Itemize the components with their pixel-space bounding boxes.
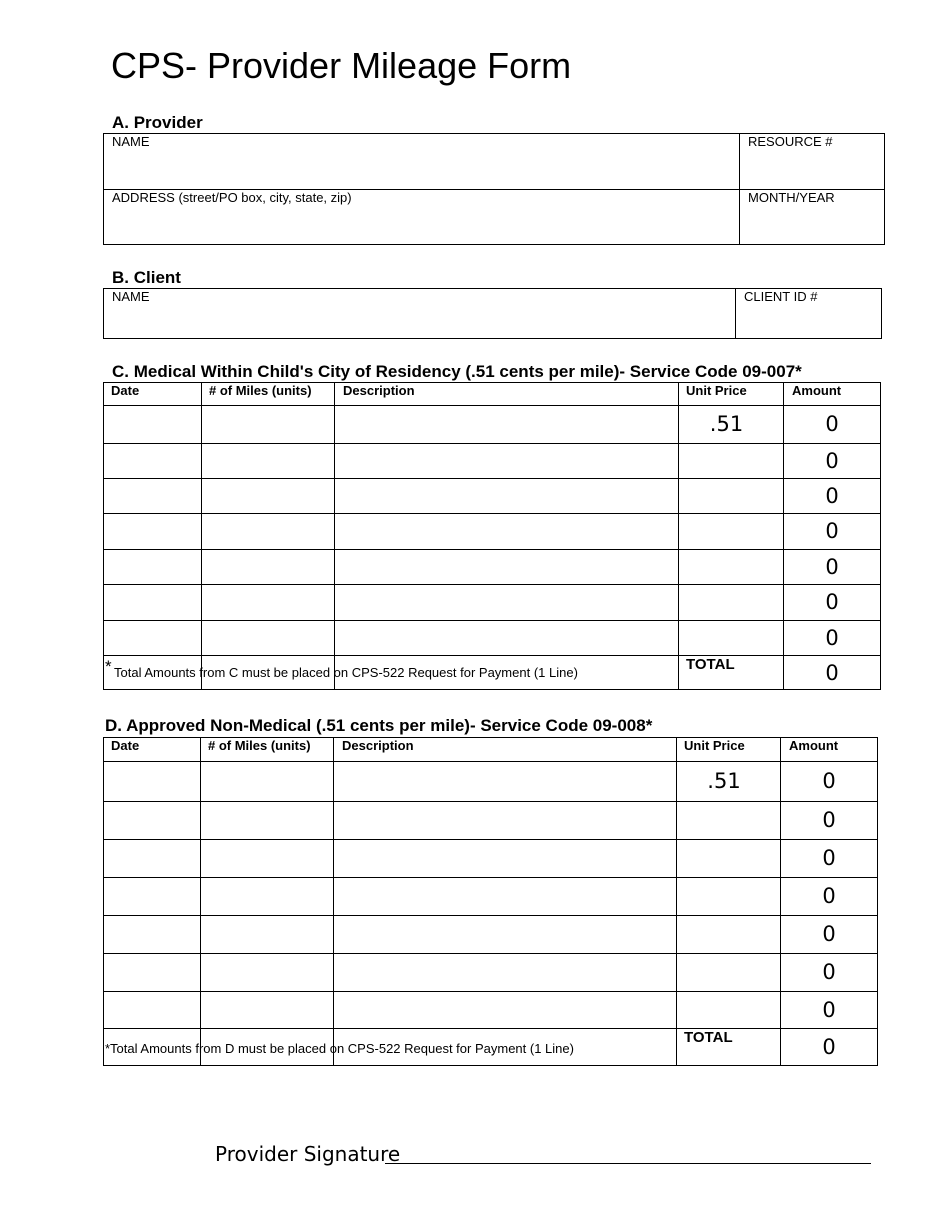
page-title: CPS- Provider Mileage Form bbox=[111, 45, 572, 86]
unit-price-cell[interactable] bbox=[679, 585, 782, 619]
miles-cell[interactable] bbox=[202, 406, 333, 442]
section_d-total-label: TOTAL bbox=[684, 1029, 733, 1046]
amount-value: 0 bbox=[822, 922, 836, 946]
description-cell[interactable] bbox=[334, 916, 675, 952]
provider-signature-label: Provider Signature bbox=[215, 1142, 401, 1166]
amount-value: 0 bbox=[825, 448, 839, 473]
description-cell[interactable] bbox=[334, 802, 675, 838]
section_d-row-divider bbox=[103, 1028, 878, 1029]
unit-price-cell[interactable] bbox=[677, 802, 779, 838]
date-cell[interactable] bbox=[104, 916, 199, 952]
date-cell[interactable] bbox=[104, 954, 199, 990]
amount-value: 0 bbox=[825, 483, 839, 508]
miles-cell[interactable] bbox=[202, 621, 333, 654]
provider-name-label: NAME bbox=[112, 134, 150, 149]
date-column-header: Date bbox=[111, 738, 140, 753]
amount-value: 0 bbox=[822, 769, 836, 793]
date-cell[interactable] bbox=[104, 550, 200, 583]
description-cell[interactable] bbox=[334, 954, 675, 990]
provider-signature-line[interactable] bbox=[385, 1163, 871, 1164]
miles-cell[interactable] bbox=[201, 954, 332, 990]
date-column-header: Date bbox=[111, 383, 140, 398]
date-cell[interactable] bbox=[104, 585, 200, 619]
client-id-label: CLIENT ID # bbox=[744, 289, 818, 304]
client-name-label: NAME bbox=[112, 289, 150, 304]
unit-price-value: .51 bbox=[709, 412, 744, 436]
amount-value: 0 bbox=[822, 960, 836, 984]
month-year-field[interactable] bbox=[740, 208, 884, 244]
section_c-total-note: Total Amounts from C must be placed on CPS-522 Request for Payment (1 Line) bbox=[114, 665, 578, 680]
description-cell[interactable] bbox=[335, 406, 677, 442]
amount-value: 0 bbox=[822, 997, 836, 1022]
amount-value: 0 bbox=[825, 625, 839, 650]
unit-price-column-header: Unit Price bbox=[686, 383, 747, 398]
amount-column-header: Amount bbox=[792, 383, 842, 398]
date-cell[interactable] bbox=[104, 444, 200, 477]
date-cell[interactable] bbox=[104, 762, 199, 800]
date-cell[interactable] bbox=[104, 878, 199, 914]
miles-cell[interactable] bbox=[202, 479, 333, 512]
unit-price-cell[interactable] bbox=[677, 916, 779, 952]
miles-column-header: # of Miles (units) bbox=[209, 383, 312, 398]
amount-value: 0 bbox=[822, 884, 836, 908]
miles-cell[interactable] bbox=[202, 514, 333, 548]
miles-cell[interactable] bbox=[201, 840, 332, 876]
unit-price-cell[interactable] bbox=[679, 514, 782, 548]
date-cell[interactable] bbox=[104, 514, 200, 548]
description-cell[interactable] bbox=[334, 762, 675, 800]
amount-value: 0 bbox=[825, 519, 839, 543]
section_c-row-divider bbox=[103, 655, 881, 656]
provider-name-field[interactable] bbox=[104, 152, 738, 188]
description-cell[interactable] bbox=[334, 840, 675, 876]
provider-section-heading: A. Provider bbox=[112, 113, 203, 132]
miles-cell[interactable] bbox=[201, 992, 332, 1027]
miles-column-header: # of Miles (units) bbox=[208, 738, 311, 753]
date-cell[interactable] bbox=[104, 840, 199, 876]
description-cell[interactable] bbox=[335, 479, 677, 512]
unit-price-cell[interactable] bbox=[677, 954, 779, 990]
date-cell[interactable] bbox=[104, 621, 200, 654]
unit-price-cell[interactable] bbox=[677, 992, 779, 1027]
unit-price-column-header: Unit Price bbox=[684, 738, 745, 753]
miles-cell[interactable] bbox=[201, 762, 332, 800]
description-column-header: Description bbox=[342, 738, 414, 753]
provider-address-label: ADDRESS (street/PO box, city, state, zip) bbox=[112, 190, 352, 205]
miles-cell[interactable] bbox=[202, 585, 333, 619]
section-d-heading: D. Approved Non-Medical (.51 cents per mile)- Service Code 09-008* bbox=[105, 716, 653, 735]
section_d-total-value: 0 bbox=[822, 1035, 836, 1059]
date-cell[interactable] bbox=[104, 479, 200, 512]
section_c-total-value: 0 bbox=[825, 660, 839, 685]
month-year-label: MONTH/YEAR bbox=[748, 190, 835, 205]
description-cell[interactable] bbox=[335, 585, 677, 619]
miles-cell[interactable] bbox=[201, 802, 332, 838]
miles-cell[interactable] bbox=[202, 550, 333, 583]
section-c-heading: C. Medical Within Child's City of Residency (.51 cents per mile)- Service Code 09-007* bbox=[112, 362, 802, 381]
description-cell[interactable] bbox=[334, 992, 675, 1027]
unit-price-value: .51 bbox=[707, 769, 741, 793]
client-name-field[interactable] bbox=[104, 306, 734, 338]
description-cell[interactable] bbox=[334, 878, 675, 914]
client-section-heading: B. Client bbox=[112, 268, 181, 287]
description-cell[interactable] bbox=[335, 444, 677, 477]
amount-column-header: Amount bbox=[789, 738, 839, 753]
provider-address-field[interactable] bbox=[104, 208, 738, 244]
unit-price-cell[interactable] bbox=[679, 479, 782, 512]
resource-number-field[interactable] bbox=[740, 152, 884, 188]
description-column-header: Description bbox=[343, 383, 415, 398]
date-cell[interactable] bbox=[104, 802, 199, 838]
miles-cell[interactable] bbox=[202, 444, 333, 477]
amount-value: 0 bbox=[822, 808, 836, 832]
amount-value: 0 bbox=[825, 412, 839, 436]
section_c-total-label: TOTAL bbox=[686, 656, 735, 673]
unit-price-cell[interactable] bbox=[677, 878, 779, 914]
description-cell[interactable] bbox=[335, 514, 677, 548]
resource-number-label: RESOURCE # bbox=[748, 134, 833, 149]
unit-price-cell[interactable] bbox=[679, 550, 782, 583]
miles-cell[interactable] bbox=[201, 916, 332, 952]
description-cell[interactable] bbox=[335, 621, 677, 654]
amount-value: 0 bbox=[825, 554, 839, 579]
client-id-field[interactable] bbox=[736, 306, 881, 338]
unit-price-cell[interactable] bbox=[677, 840, 779, 876]
amount-value: 0 bbox=[822, 846, 836, 870]
miles-cell[interactable] bbox=[201, 878, 332, 914]
description-cell[interactable] bbox=[335, 550, 677, 583]
date-cell[interactable] bbox=[104, 406, 200, 442]
section_c-note-star: * bbox=[105, 657, 112, 676]
amount-value: 0 bbox=[825, 590, 839, 614]
unit-price-cell[interactable] bbox=[679, 621, 782, 654]
date-cell[interactable] bbox=[104, 992, 199, 1027]
section_d-total-note: *Total Amounts from D must be placed on CPS-522 Request for Payment (1 Line) bbox=[105, 1041, 574, 1056]
unit-price-cell[interactable] bbox=[679, 444, 782, 477]
